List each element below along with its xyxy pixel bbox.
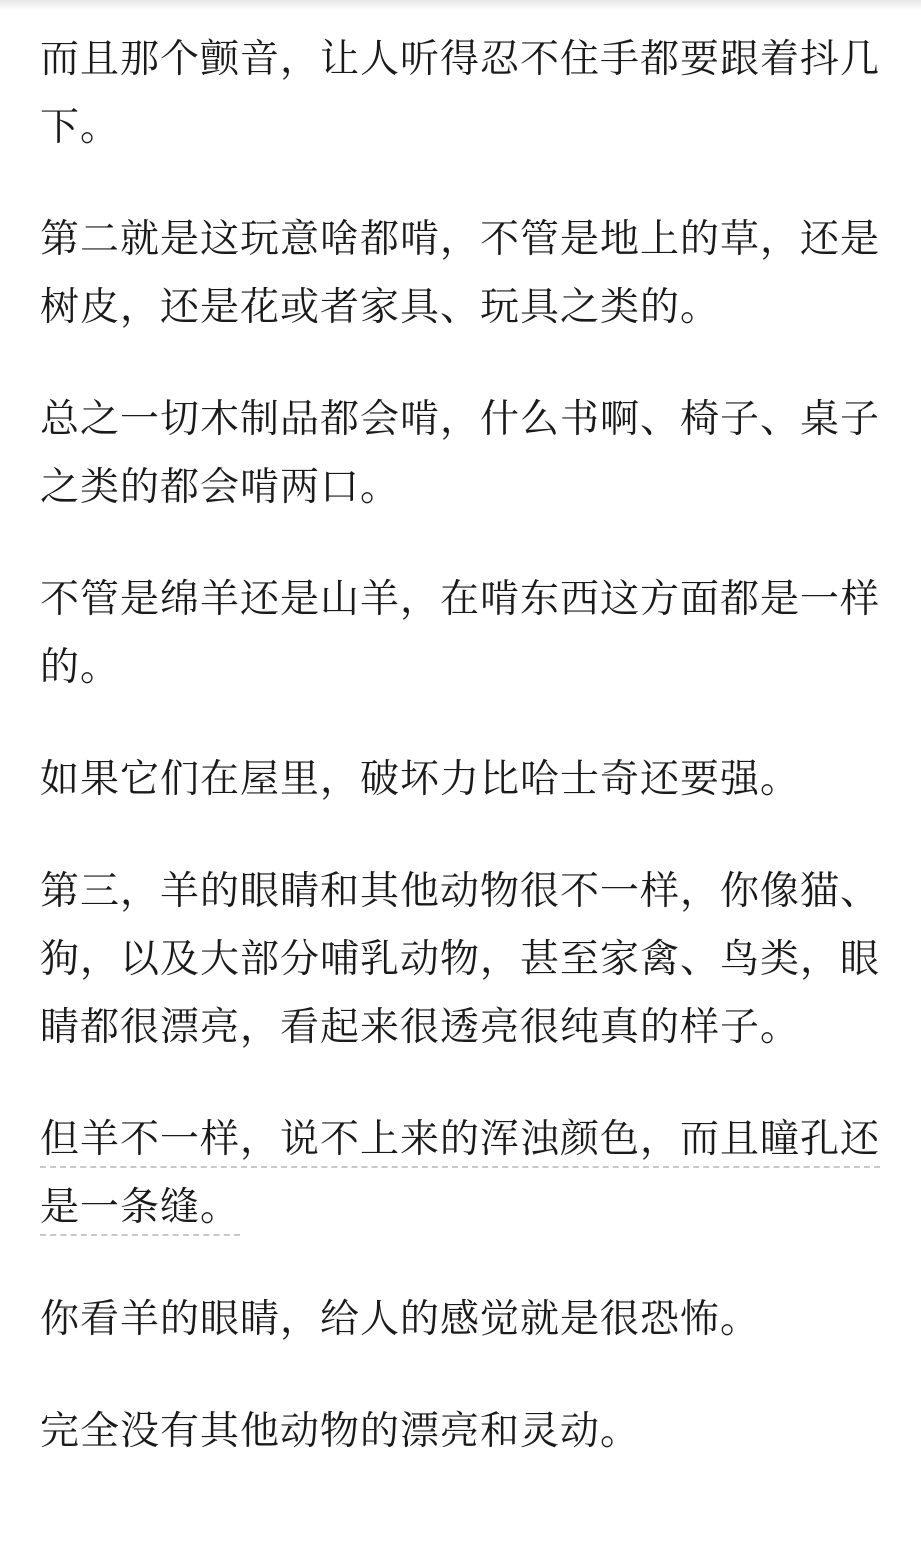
article-paragraph: 不管是绵羊还是山羊，在啃东西这方面都是一样的。 xyxy=(40,577,881,690)
article-paragraph: 第二就是这玩意啥都啃，不管是地上的草，还是树皮，还是花或者家具、玩具之类的。 xyxy=(40,217,881,330)
article-paragraph: 总之一切木制品都会啃，什么书啊、椅子、桌子之类的都会啃两口。 xyxy=(40,397,881,510)
top-scroll-shadow xyxy=(0,0,921,10)
article-paragraph: 第三，羊的眼睛和其他动物很不一样，你像猫、狗，以及大部分哺乳动物，甚至家禽、鸟类，眼睛都很漂亮，看起来很透亮很纯真的样子。 xyxy=(40,869,881,1050)
article-body xyxy=(40,26,882,1510)
highlighted-paragraph[interactable]: 但羊不一样，说不上来的浑浊颜色，而且瞳孔还是一条缝。 xyxy=(40,1117,881,1230)
article-paragraph: 完全没有其他动物的漂亮和灵动。 xyxy=(40,1409,641,1454)
article-paragraph: 而且那个颤音，让人听得忍不住手都要跟着抖几下。 xyxy=(40,37,881,150)
article-paragraph: 你看羊的眼睛，给人的感觉就是很恐怖。 xyxy=(40,1297,761,1342)
article-paragraph: 如果它们在屋里，破坏力比哈士奇还要强。 xyxy=(40,757,801,802)
